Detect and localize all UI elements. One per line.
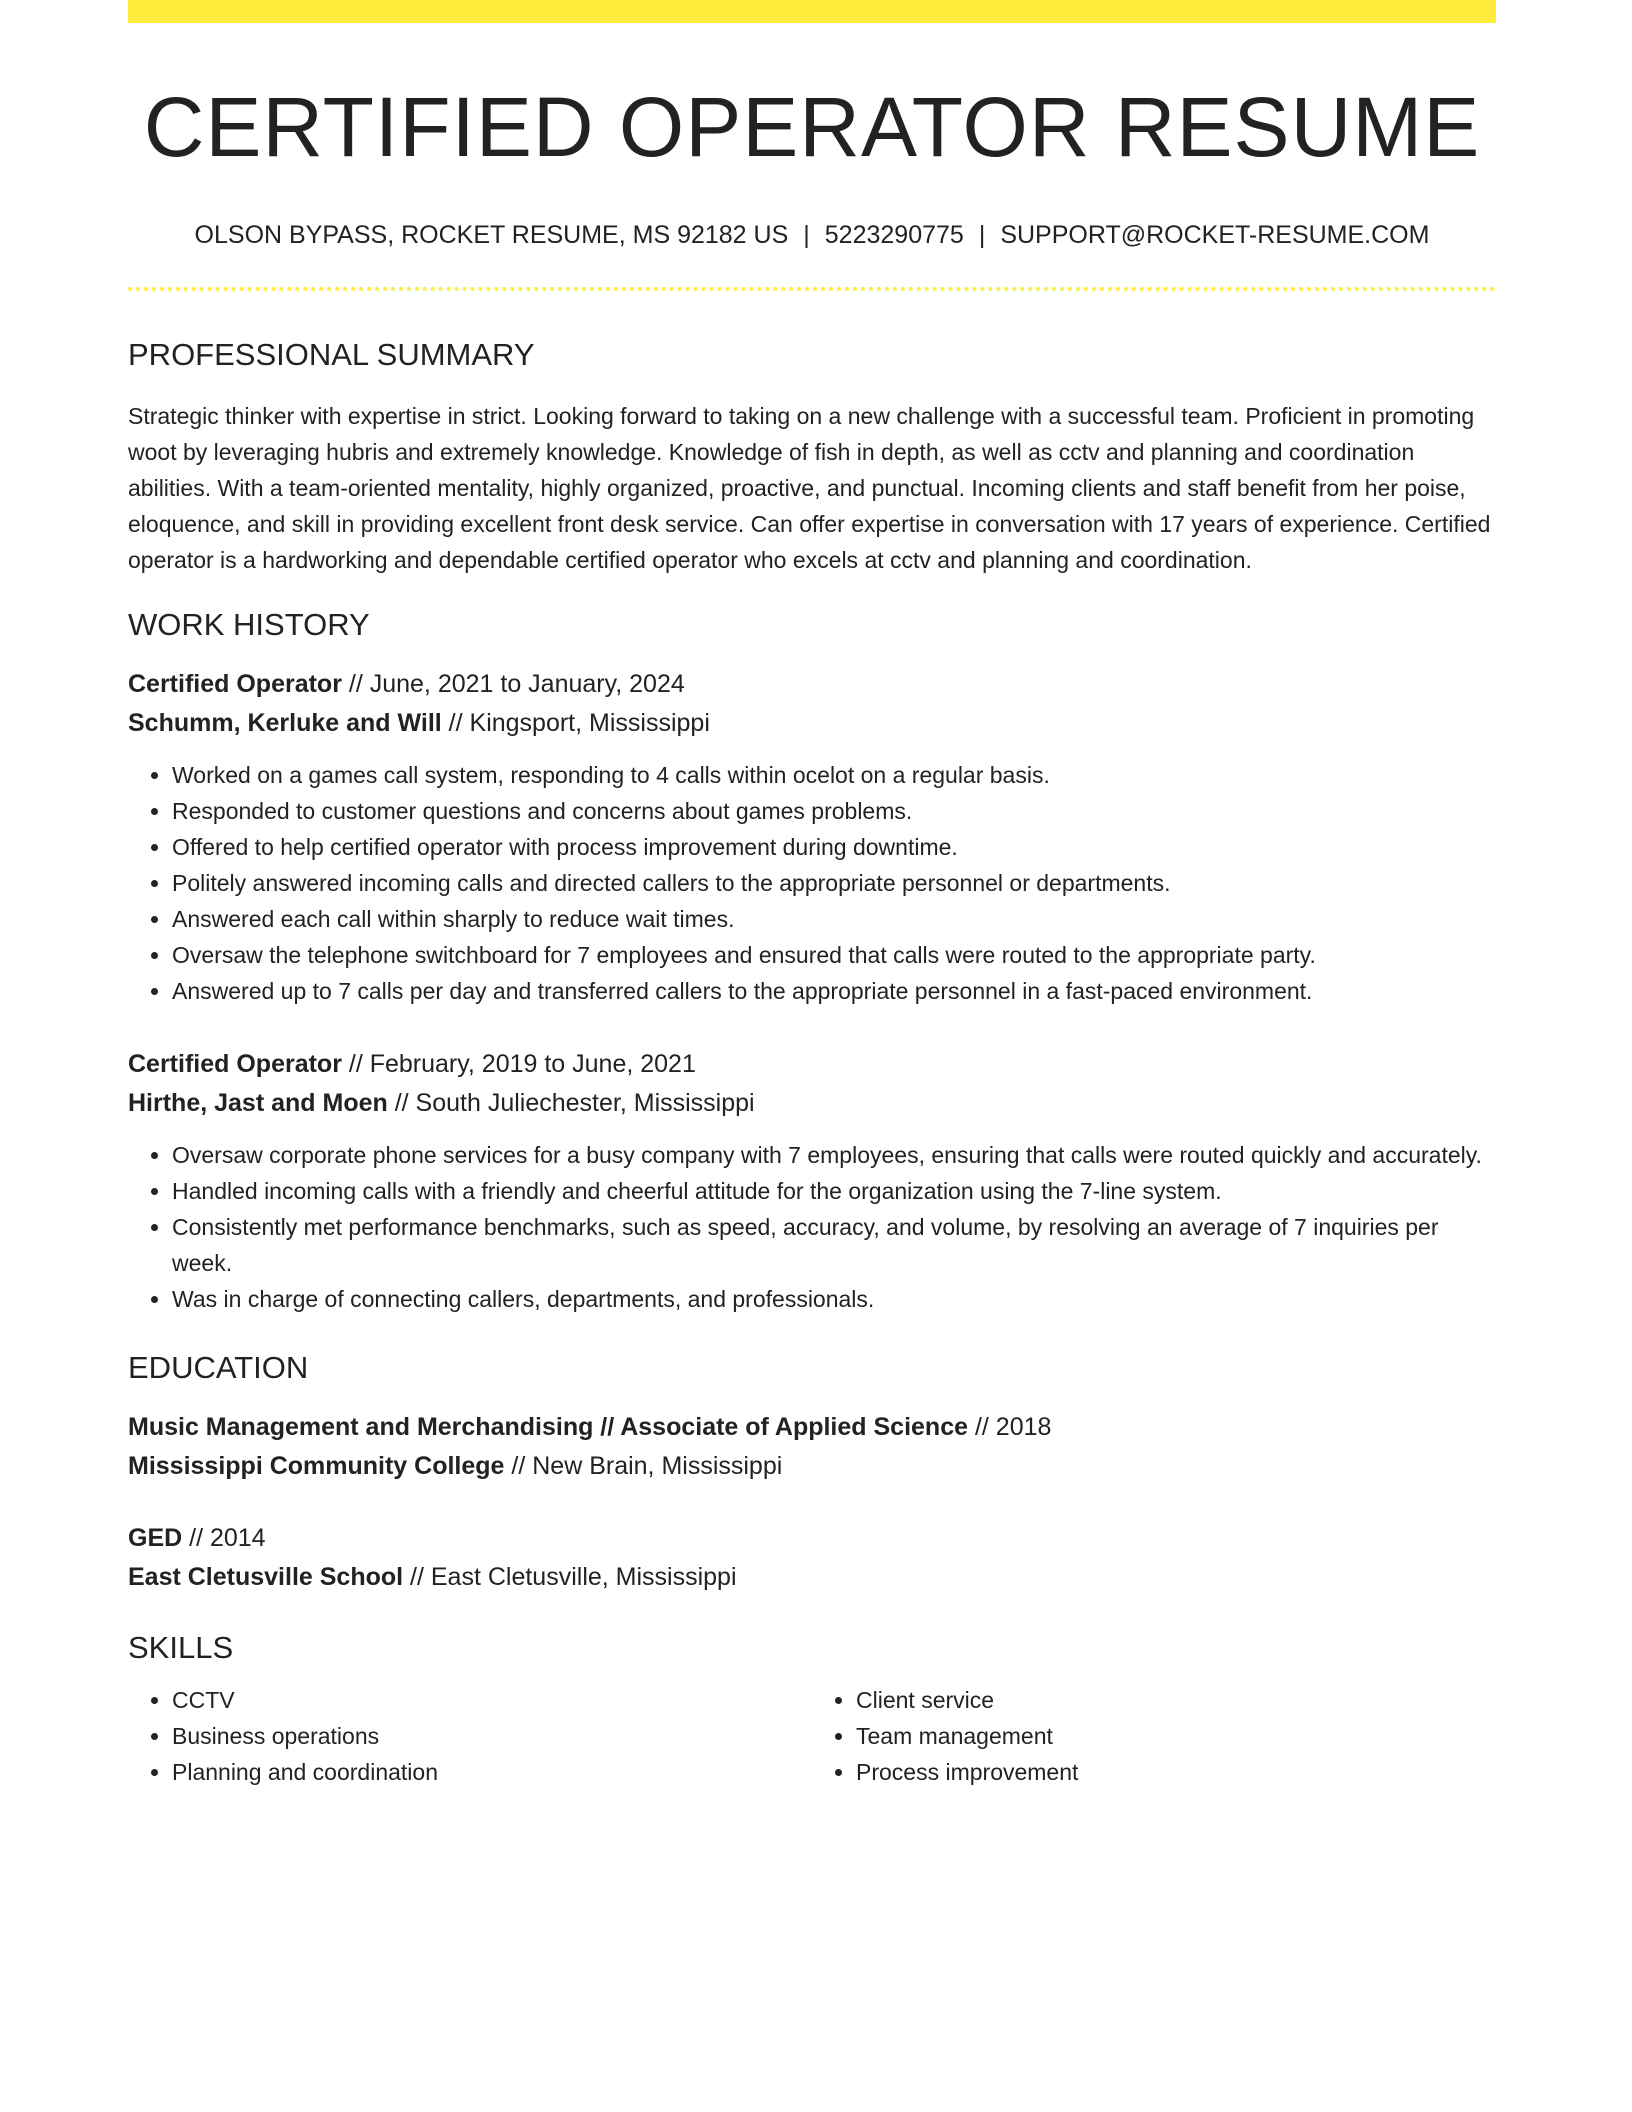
education-entry <box>128 1519 1496 1597</box>
job-company-line <box>128 704 1496 743</box>
job-dates: // June, 2021 to January, 2024 <box>341 669 685 698</box>
education-location: // East Cletusville, Mississippi <box>403 1562 737 1591</box>
education-year: // 2014 <box>182 1523 266 1552</box>
education-year: // 2018 <box>968 1412 1052 1441</box>
skills-left-column <box>128 1682 812 1790</box>
job-bullet: • Offered to help certified operator with process improvement during downtime. <box>172 829 1496 865</box>
education-heading: EDUCATION <box>128 1349 309 1385</box>
job-entry <box>128 665 1496 1009</box>
job-bullet: • Politely answered incoming calls and directed callers to the appropriate personnel or departments. <box>172 865 1496 901</box>
skill-item: • Team management <box>856 1718 1496 1754</box>
job-title-line <box>128 665 1496 704</box>
skills-heading: SKILLS <box>128 1629 234 1665</box>
job-location: // Kingsport, Mississippi <box>441 708 710 737</box>
contact-email: SUPPORT@ROCKET-RESUME.COM <box>1000 221 1430 250</box>
job-bullet: • Oversaw corporate phone services for a busy company with 7 employees, ensuring that calls were routed quickly and accurately. <box>172 1137 1496 1173</box>
contact-address: OLSON BYPASS, ROCKET RESUME, MS 92182 US <box>194 221 789 250</box>
contact-line <box>128 220 1496 250</box>
job-company: Schumm, Kerluke and Will <box>128 708 442 737</box>
education-degree-line <box>128 1519 1496 1558</box>
skill-item: • CCTV <box>172 1682 812 1718</box>
summary-heading: PROFESSIONAL SUMMARY <box>128 337 535 373</box>
education-school-line <box>128 1447 1496 1486</box>
job-bullet: • Answered up to 7 calls per day and transferred callers to the appropriate personnel in a fast-paced environment. <box>172 973 1496 1009</box>
job-bullet: • Handled incoming calls with a friendly and cheerful attitude for the organization using the 7-line system. <box>172 1173 1496 1209</box>
education-school: Mississippi Community College <box>128 1451 505 1480</box>
job-dates: // February, 2019 to June, 2021 <box>341 1049 696 1078</box>
contact-separator: | <box>803 221 810 250</box>
contact-phone: 5223290775 <box>824 221 964 250</box>
education-school-line <box>128 1558 1496 1597</box>
job-bullet: • Consistently met performance benchmarks, such as speed, accuracy, and volume, by resolving an average of 7 inquiries per week. <box>172 1209 1496 1281</box>
education-degree: GED <box>128 1523 183 1552</box>
job-bullet: • Responded to customer questions and concerns about games problems. <box>172 793 1496 829</box>
job-entry <box>128 1045 1496 1317</box>
education-degree-line <box>128 1408 1496 1447</box>
accent-top-bar <box>128 0 1496 23</box>
job-location: // South Juliechester, Mississippi <box>387 1088 755 1117</box>
job-bullet: • Worked on a games call system, responding to 4 calls within ocelot on a regular basis. <box>172 757 1496 793</box>
job-bullets <box>128 1137 1496 1317</box>
job-bullet: • Answered each call within sharply to reduce wait times. <box>172 901 1496 937</box>
job-role: Certified Operator <box>128 1049 342 1078</box>
skills-right-column <box>812 1682 1496 1790</box>
education-degree: Music Management and Merchandising // Associate of Applied Science <box>128 1412 969 1441</box>
resume-title: CERTIFIED OPERATOR RESUME <box>143 80 1481 174</box>
education-location: // New Brain, Mississippi <box>504 1451 783 1480</box>
job-bullets <box>128 757 1496 1009</box>
dotted-divider <box>128 287 1496 291</box>
job-bullet: • Was in charge of connecting callers, departments, and professionals. <box>172 1281 1496 1317</box>
contact-separator: | <box>978 221 986 250</box>
skill-item: • Planning and coordination <box>172 1754 812 1790</box>
skill-item: • Process improvement <box>856 1754 1496 1790</box>
skill-item: • Client service <box>856 1682 1496 1718</box>
job-company: Hirthe, Jast and Moen <box>128 1088 388 1117</box>
skills-columns <box>128 1682 1496 1790</box>
education-entry <box>128 1408 1496 1486</box>
work-history-heading: WORK HISTORY <box>128 606 370 642</box>
job-title-line <box>128 1045 1496 1084</box>
job-company-line <box>128 1084 1496 1123</box>
skill-item: • Business operations <box>172 1718 812 1754</box>
education-school: East Cletusville School <box>128 1562 404 1591</box>
job-role: Certified Operator <box>128 669 342 698</box>
resume-page <box>128 0 1496 1790</box>
job-bullet: • Oversaw the telephone switchboard for 7 employees and ensured that calls were routed to the appropriate party. <box>172 937 1496 973</box>
summary-text: Strategic thinker with expertise in strict. Looking forward to taking on a new challenge with a successful team. Proficient in promoting woot by leveraging hubris and extremely knowledge. Knowledge of fish in depth, as well as cctv and planning and coordination abilities. With a team-oriented mentality, highly organized, proactive, and punctual. Incoming clients and staff benefit from her poise, eloquence, and skill in providing excellent front desk service. Can offer expertise in conversation with 17 years of experience. Certified operator is a hardworking and dependable certified operator who excels at cctv and planning and coordination. <box>128 402 1491 573</box>
